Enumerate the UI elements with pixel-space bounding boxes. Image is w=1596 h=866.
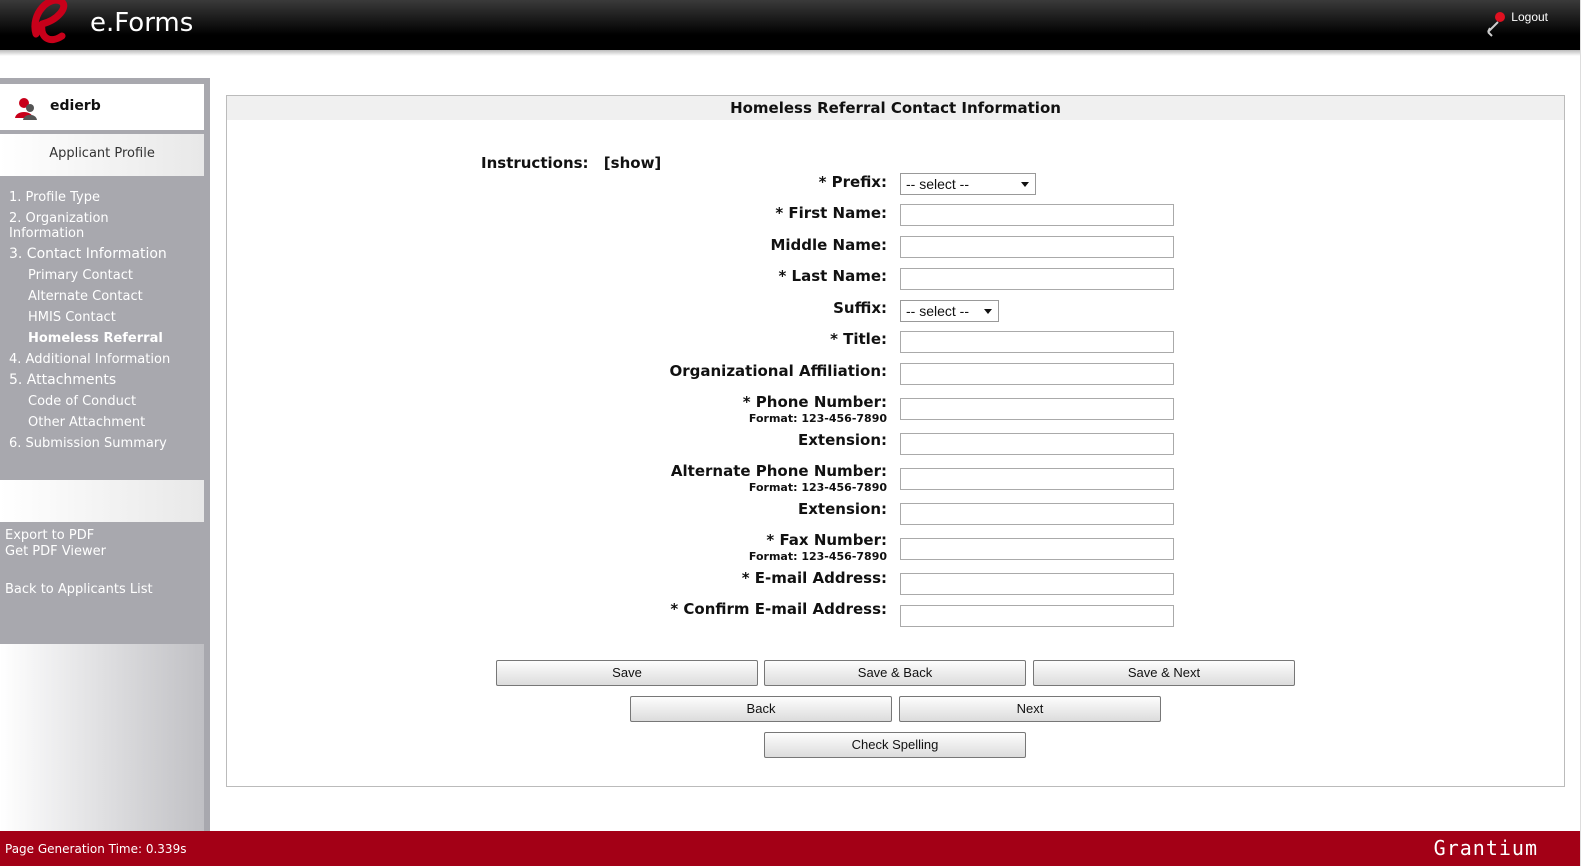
sidebar-item-contact-information[interactable]: 3. Contact Information <box>9 246 167 262</box>
alt-extension-field[interactable] <box>900 503 1174 525</box>
user-box <box>0 84 204 130</box>
sidebar-divider-box <box>0 480 204 522</box>
nav-row <box>0 211 204 241</box>
title-field[interactable] <box>900 331 1174 353</box>
prefix-select-value: -- select -- <box>906 176 969 192</box>
sidebar-bottom-panel <box>0 644 204 831</box>
org-affiliation-field[interactable] <box>900 363 1174 385</box>
nav-row <box>0 394 204 409</box>
eforms-logo-icon <box>28 0 72 52</box>
suffix-label: Suffix: <box>833 299 887 317</box>
title-label: * Title: <box>830 330 887 348</box>
app-header <box>0 0 1580 50</box>
back-to-applicants-link[interactable]: Back to Applicants List <box>5 582 153 597</box>
sidebar-item-primary-contact[interactable]: Primary Contact <box>28 268 133 283</box>
confirm-email-field[interactable] <box>900 605 1174 627</box>
sidebar-item-alternate-contact[interactable]: Alternate Contact <box>28 289 143 304</box>
instructions-show-link[interactable]: [show] <box>603 154 662 172</box>
sidebar-item-attachments[interactable]: 5. Attachments <box>9 372 117 388</box>
prefix-select[interactable] <box>900 173 1036 195</box>
fax-number-field[interactable] <box>900 538 1174 560</box>
next-button[interactable]: Next <box>899 696 1161 722</box>
app-logo-text: e.Forms <box>90 8 194 38</box>
last-name-label: * Last Name: <box>778 267 887 285</box>
sidebar-item-submission-summary[interactable]: 6. Submission Summary <box>9 436 167 451</box>
chevron-down-icon <box>984 309 992 314</box>
scrollbar[interactable] <box>1580 0 1596 866</box>
form-title: Homeless Referral Contact Information <box>227 96 1564 120</box>
fax-label: * Fax Number: <box>766 531 887 549</box>
alt-phone-label: Alternate Phone Number: <box>670 462 887 480</box>
confirm-email-label: * Confirm E-mail Address: <box>670 600 887 618</box>
save-back-button[interactable]: Save & Back <box>764 660 1026 686</box>
extension-field[interactable] <box>900 433 1174 455</box>
sidebar-item-other-attachment[interactable]: Other Attachment <box>28 415 146 430</box>
save-button[interactable]: Save <box>496 660 758 686</box>
back-button[interactable]: Back <box>630 696 892 722</box>
app-footer <box>0 831 1580 866</box>
sidebar-nav <box>0 190 204 451</box>
nav-row <box>0 190 204 205</box>
email-label: * E-mail Address: <box>741 569 887 587</box>
applicant-profile-header <box>0 134 204 176</box>
instructions-label: Instructions: <box>481 154 589 172</box>
nav-row <box>0 289 204 304</box>
suffix-select-value: -- select -- <box>906 303 969 319</box>
logout-icon[interactable] <box>1484 10 1508 38</box>
prefix-label: * Prefix: <box>818 173 887 191</box>
extension-label: Extension: <box>798 431 887 449</box>
last-name-field[interactable] <box>900 268 1174 290</box>
nav-row <box>0 373 204 388</box>
nav-row <box>0 352 204 367</box>
save-next-button[interactable]: Save & Next <box>1033 660 1295 686</box>
form-labels <box>226 95 887 655</box>
sidebar-item-code-of-conduct[interactable]: Code of Conduct <box>28 394 137 409</box>
first-name-field[interactable] <box>900 204 1174 226</box>
header-shadow <box>0 50 1580 56</box>
nav-row <box>0 247 204 262</box>
nav-row <box>0 268 204 283</box>
alt-phone-format-hint: Format: 123-456-7890 <box>748 481 887 494</box>
user-icon <box>14 96 38 120</box>
nav-row <box>0 310 204 325</box>
sidebar-links <box>5 528 153 598</box>
page-generation-time: Page Generation Time: 0.339s <box>5 842 187 856</box>
middle-name-label: Middle Name: <box>770 236 887 254</box>
user-name: edierb <box>50 98 101 114</box>
nav-row <box>0 331 204 346</box>
middle-name-field[interactable] <box>900 236 1174 258</box>
org-affiliation-label: Organizational Affiliation: <box>669 362 887 380</box>
grantium-logo: Grantium <box>1433 836 1538 860</box>
sidebar-item-hmis-contact[interactable]: HMIS Contact <box>28 310 116 325</box>
sidebar-item-profile-type[interactable]: 1. Profile Type <box>9 190 100 205</box>
nav-row <box>0 415 204 430</box>
sidebar-item-organization-information[interactable]: 2. Organization Information <box>9 211 109 241</box>
get-pdf-viewer-link[interactable]: Get PDF Viewer <box>5 544 106 559</box>
applicant-profile-title: Applicant Profile <box>49 146 155 161</box>
chevron-down-icon <box>1021 182 1029 187</box>
email-field[interactable] <box>900 573 1174 595</box>
sidebar-item-homeless-referral[interactable]: Homeless Referral <box>28 331 163 346</box>
first-name-label: * First Name: <box>775 204 887 222</box>
logout-link[interactable]: Logout <box>1511 10 1548 24</box>
phone-label: * Phone Number: <box>742 393 887 411</box>
phone-format-hint: Format: 123-456-7890 <box>748 412 887 425</box>
sidebar <box>0 78 210 831</box>
alt-phone-number-field[interactable] <box>900 468 1174 490</box>
export-pdf-link[interactable]: Export to PDF <box>5 528 95 543</box>
check-spelling-button[interactable]: Check Spelling <box>764 732 1026 758</box>
fax-format-hint: Format: 123-456-7890 <box>748 550 887 563</box>
alt-extension-label: Extension: <box>798 500 887 518</box>
sidebar-item-additional-information[interactable]: 4. Additional Information <box>9 352 171 367</box>
phone-number-field[interactable] <box>900 398 1174 420</box>
suffix-select[interactable] <box>900 300 999 322</box>
nav-row <box>0 436 204 451</box>
